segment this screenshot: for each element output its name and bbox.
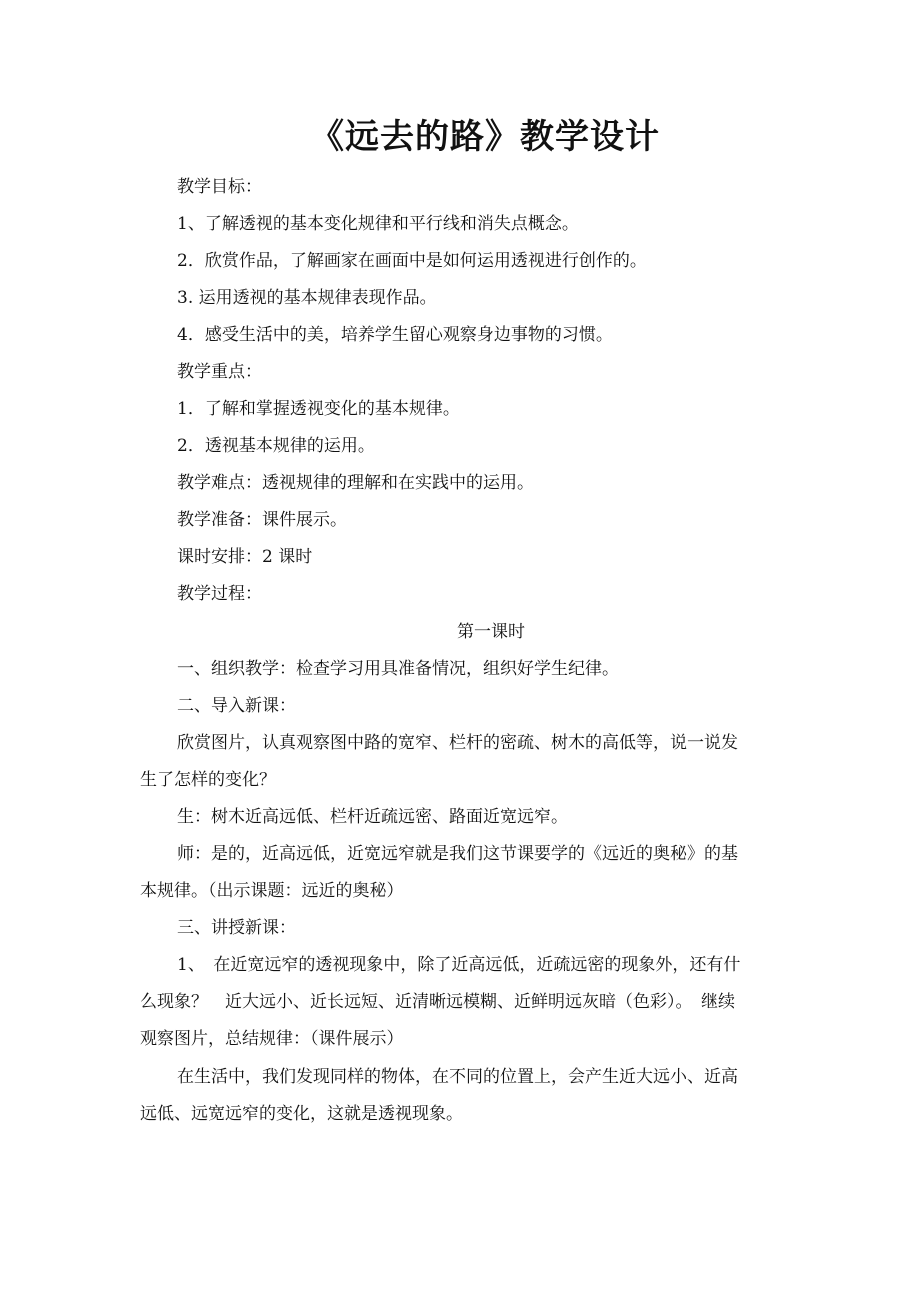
objective-item-4: 4．感受生活中的美，培养学生留心观察身边事物的习惯。: [177, 325, 613, 345]
section-heading-process: 教学过程：: [177, 584, 262, 604]
key-point-item-1: 1．了解和掌握透视变化的基本规律。: [177, 399, 460, 419]
process-step-3: 三、讲授新课：: [177, 918, 296, 938]
paragraph-line: 在生活中，我们发现同样的物体，在不同的位置上，会产生近大远小、近高: [177, 1067, 738, 1087]
paragraph-line: 欣赏图片，认真观察图中路的宽窄、栏杆的密疏、树木的高低等，说一说发: [177, 733, 738, 753]
paragraph-line: 生了怎样的变化？: [140, 770, 276, 790]
paragraph-line: 本规律。（出示课题：远近的奥秘）: [140, 881, 404, 901]
paragraph-line: 么现象？ 近大远小、近长远短、近清晰远模糊、近鲜明远灰暗（色彩）。 继续: [140, 992, 735, 1012]
objective-item-2: 2．欣赏作品，了解画家在画面中是如何运用透视进行创作的。: [177, 251, 647, 271]
section-heading-objectives: 教学目标：: [177, 177, 262, 197]
paragraph-line: 1、 在近宽远窄的透视现象中，除了近高远低，近疏远密的现象外，还有什: [177, 955, 741, 975]
process-step-1: 一、组织教学：检查学习用具准备情况，组织好学生纪律。: [177, 659, 619, 679]
paragraph-line: 观察图片，总结规律：（课件展示）: [140, 1029, 404, 1049]
difficulty-line: 教学难点：透视规律的理解和在实践中的运用。: [177, 473, 534, 493]
section-heading-key-points: 教学重点：: [177, 362, 262, 382]
objective-item-1: 1、了解透视的基本变化规律和平行线和消失点概念。: [177, 214, 579, 234]
schedule-line: 课时安排：2 课时: [177, 547, 313, 567]
document-title: 《远去的路》教学设计: [310, 117, 660, 157]
process-step-2: 二、导入新课：: [177, 696, 296, 716]
student-answer: 生：树木近高远低、栏杆近疏远密、路面近宽远窄。: [177, 807, 568, 827]
key-point-item-2: 2．透视基本规律的运用。: [177, 436, 375, 456]
lesson-heading: 第一课时: [457, 622, 525, 642]
preparation-line: 教学准备：课件展示。: [177, 510, 347, 530]
paragraph-line: 远低、远宽远窄的变化，这就是透视现象。: [140, 1104, 463, 1124]
paragraph-line: 师：是的，近高远低，近宽远窄就是我们这节课要学的《远近的奥秘》的基: [177, 844, 738, 864]
objective-item-3: 3. 运用透视的基本规律表现作品。: [177, 288, 437, 308]
